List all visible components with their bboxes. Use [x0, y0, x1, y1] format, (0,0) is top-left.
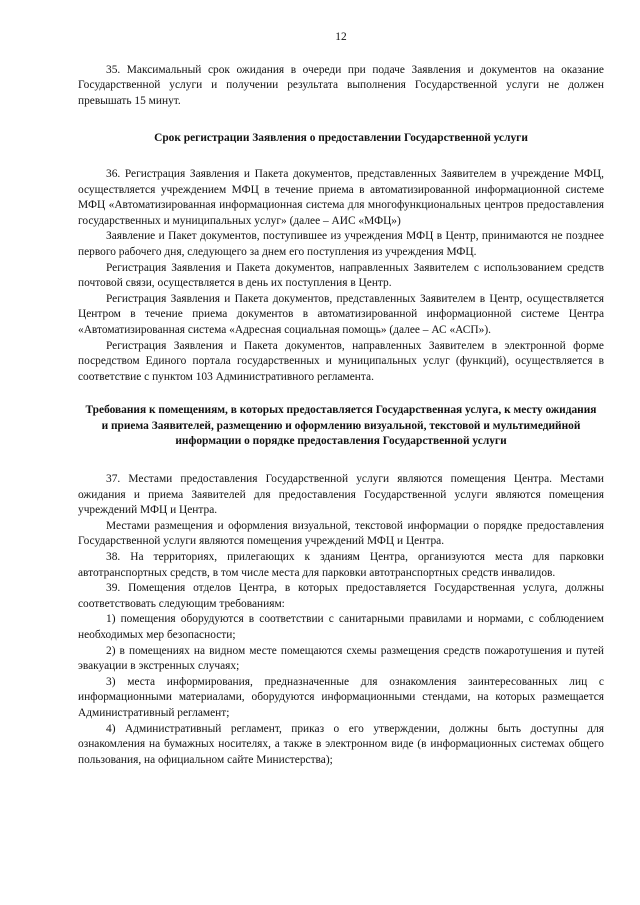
- list-item-2: 2) в помещениях на видном месте помещаются схемы размещения средств пожаротушения и путей эвакуации в экстренных случаях;: [78, 644, 604, 673]
- list-item-4: 4) Административный регламент, приказ о его утверждении, должны быть доступны для ознакомления на бумажных носителях, а также в электронном виде (в информационных системах общего пользования, на официальном сайте Министерства);: [78, 722, 604, 766]
- page-number: 12: [335, 31, 347, 43]
- paragraph-36-center: Регистрация Заявления и Пакета документов, представленных Заявителем в Центр, осуществляется Центром в течение приема документов в автоматизированной информационной системе Центра «Автоматизированная система «Адресная социальная помощь» (далее – АС «АСП»).: [78, 292, 604, 336]
- list-item-1: 1) помещения оборудуются в соответствии с санитарными правилами и нормами, с соблюдением необходимых мер безопасности;: [78, 613, 604, 641]
- paragraph-36: 36. Регистрация Заявления и Пакета документов, представленных Заявителем в учреждение МФЦ, осуществляется учреждением МФЦ в течение приема в автоматизированной информационной системе МФЦ «Автоматизированная информационная система для многофункциональных центров предоставления государственных и муниципальных услуг» (далее – АИС «МФЦ»): [78, 167, 604, 227]
- paragraph-36-postal: Регистрация Заявления и Пакета документов, направленных Заявителем с использованием средств почтовой связи, осуществляется в день их поступления в Центр.: [78, 261, 604, 290]
- paragraph-37: 37. Местами предоставления Государственной услуги являются помещения Центра. Местами ожидания и приема Заявителей для предоставления Государственной услуги являются помещения учреждений МФЦ и Центра.: [78, 473, 604, 517]
- list-item-3: 3) места информирования, предназначенные для ознакомления заинтересованных лиц с информационными материалами, оборудуются информационными стендами, на которых размещается Административный регламент;: [78, 675, 604, 719]
- paragraph-39: 39. Помещения отделов Центра, в которых предоставляется Государственная услуга, должны соответствовать следующим требованиям:: [78, 582, 604, 610]
- paragraph-35: 35. Максимальный срок ожидания в очереди при подаче Заявления и документов на оказание Государственной услуги и получении результата выполнения Государственной услуги не должен превышать 15 минут.: [78, 63, 604, 107]
- paragraph-36-mfc-transfer: Заявление и Пакет документов, поступившее из учреждения МФЦ в Центр, принимаются не позднее первого рабочего дня, следующего за днем его поступления из учреждения МФЦ.: [78, 230, 604, 258]
- section-heading-registration: Срок регистрации Заявления о предоставлении Государственной услуги: [154, 132, 528, 145]
- paragraph-38: 38. На территориях, прилегающих к зданиям Центра, организуются места для парковки автотранспортных средств, в том числе места для парковки автотранспортных средств инвалидов.: [78, 551, 604, 579]
- paragraph-36-electronic: Регистрация Заявления и Пакета документов, направленных Заявителем в электронной форме посредством Единого портала государственных и муниципальных услуг (функций), осуществляется в соответствие с пунктом 103 Административного регламента.: [78, 339, 604, 383]
- paragraph-37-info-places: Местами размещения и оформления визуальной, текстовой информации о порядке предоставления Государственной услуги являются помещения учреждений МФЦ и Центра.: [78, 519, 604, 548]
- section-heading-premises: Требования к помещениям, в которых предоставляется Государственная услуга, к месту ожидания и приема Заявителей, размещению и оформлению визуальной, текстовой и мультимедийной информации о порядке предоставления Государственной услуги: [85, 404, 597, 448]
